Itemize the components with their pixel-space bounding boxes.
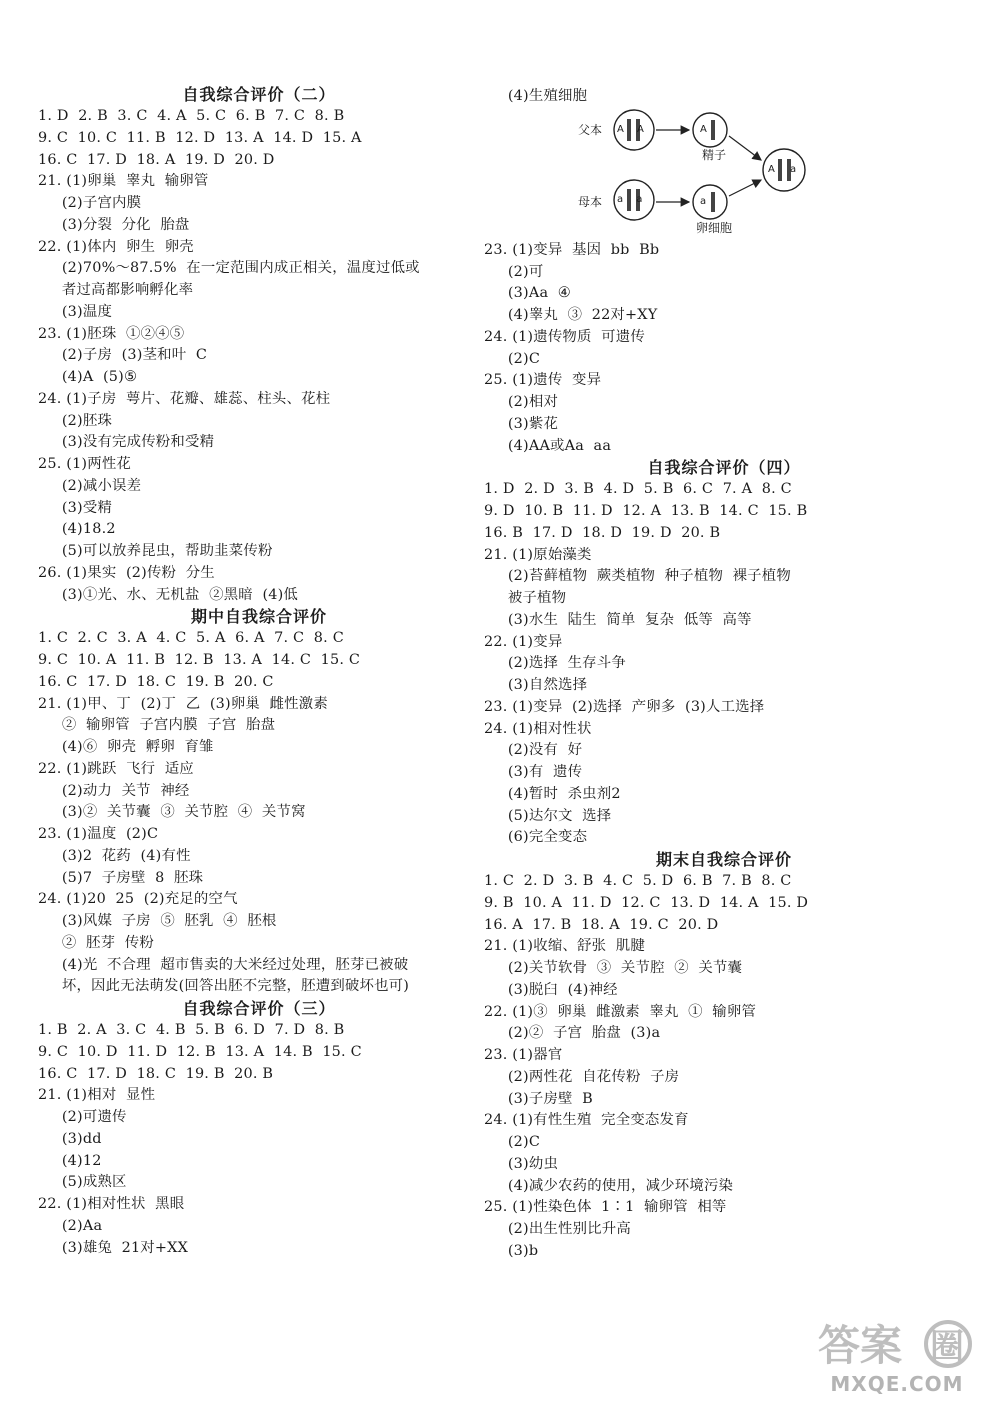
answer-line: (2)减小误差	[38, 477, 142, 494]
answer-line: 者过高都影响孵化率	[38, 282, 194, 298]
heredity-diagram	[484, 108, 964, 240]
answer-line: (3)b	[484, 1242, 539, 1259]
answer-line: (2)Aa	[38, 1217, 103, 1234]
answer-line: 1. D 2. D 3. B 4. D 5. B 6. C 7. A 8. C	[484, 481, 792, 498]
answer-line: (4)光 不合理 超市售卖的大米经过处理，胚芽已被破	[38, 956, 409, 973]
sperm-cell-icon	[693, 113, 727, 147]
answer-line: 21. (1)相对 显性	[38, 1087, 156, 1104]
answer-line: 21. (1)甲、丁 (2)丁 乙 (3)卵巢 雌性激素	[38, 695, 328, 712]
answer-line: 21. (1)卵巢 睾丸 输卵管	[38, 173, 209, 190]
answer-line: 9. C 10. C 11. B 12. D 13. A 14. D 15. A	[38, 129, 362, 146]
answer-line: (2)子宫内膜	[38, 195, 142, 211]
answer-line: 被子植物	[484, 590, 567, 606]
answer-line: 23. (1)胚珠 ①②④⑤	[38, 325, 185, 342]
answer-line: 25. (1)性染色体 1∶1 输卵管 相等	[484, 1199, 727, 1216]
answer-line: (3)分裂 分化 胎盘	[38, 216, 190, 233]
right-answers	[484, 240, 964, 1263]
egg-genotype: a	[700, 195, 707, 207]
answer-line: 25. (1)遗传 变异	[484, 372, 602, 389]
answer-line: (2)可遗传	[38, 1109, 127, 1125]
answer-line: (2)相对	[484, 394, 559, 410]
answer-line: (3)紫花	[484, 415, 559, 432]
answer-line: 9. C 10. D 11. D 12. B 13. A 14. B 15. C	[38, 1043, 362, 1060]
answer-line: 1. D 2. B 3. C 4. A 5. C 6. B 7. C 8. B	[38, 108, 345, 124]
answer-line: 16. C 17. D 18. C 19. B 20. B	[38, 1065, 274, 1082]
section-title: 自我综合评价（四）	[647, 458, 801, 478]
answer-line: 23. (1)温度 (2)C	[38, 826, 159, 842]
answer-line: 24. (1)子房 萼片、花瓣、雄蕊、柱头、花柱	[38, 390, 331, 407]
answer-line: 16. C 17. D 18. C 19. B 20. C	[38, 673, 274, 690]
answer-line: 24. (1)有性生殖 完全变态发育	[484, 1112, 689, 1129]
answer-line: (3)自然选择	[484, 677, 588, 693]
answer-line: (3)有 遗传	[484, 764, 583, 780]
answer-line: 23. (1)器官	[484, 1047, 563, 1063]
egg-label: 卵细胞	[696, 220, 733, 235]
egg-cell-icon	[693, 185, 727, 219]
answer-line: 22. (1)变异	[484, 633, 563, 650]
answer-line: (2)70%～87.5% 在一定范围内成正相关，温度过低或	[38, 260, 420, 277]
answer-line: (3)温度	[38, 303, 113, 320]
svg-text:圈: 圈	[930, 1327, 964, 1367]
sperm-label: 精子	[702, 147, 727, 162]
answer-line: 23. (1)变异 (2)选择 产卵多 (3)人工选择	[484, 698, 765, 715]
section-title: 期中自我综合评价	[190, 607, 327, 627]
answer-line: (4)12	[38, 1152, 102, 1169]
answer-line: 22. (1)跳跃 飞行 适应	[38, 760, 194, 777]
answer-line: (2)出生性别比升高	[484, 1221, 631, 1237]
answer-line: (5)成熟区	[38, 1174, 127, 1191]
answer-line: 16. C 17. D 18. A 19. D 20. D	[38, 151, 275, 168]
answer-line: (2)苔藓植物 蕨类植物 种子植物 裸子植物	[484, 568, 791, 585]
answer-line: 22. (1)相对性状 黑眼	[38, 1196, 185, 1212]
answer-line: (3)子房壁 B	[484, 1090, 593, 1107]
mother-label: 母本	[578, 194, 603, 209]
answer-line: (4)暂时 杀虫剂2	[484, 785, 621, 802]
section-title: 自我综合评价（三）	[182, 999, 336, 1018]
answer-line: (2)C	[484, 350, 541, 367]
answer-line: (3)风媒 子房 ⑤ 胚乳 ④ 胚根	[38, 913, 277, 929]
answer-line: (4)减少农药的使用，减少环境污染	[484, 1177, 734, 1194]
mother-genotype: a a	[617, 193, 648, 205]
answer-line: (5)可以放养昆虫，帮助韭菜传粉	[38, 543, 273, 559]
answer-line: (3)② 关节囊 ③ 关节腔 ④ 关节窝	[38, 804, 306, 821]
watermark-url: MXQE.COM	[830, 1372, 964, 1396]
answer-line: (2)胚珠	[38, 412, 113, 429]
section-title: 自我综合评价（二）	[182, 85, 336, 104]
answer-line: 22. (1)③ 卵巢 雌激素 睾丸 ① 输卵管	[484, 1003, 757, 1020]
right-column	[484, 86, 964, 1263]
answer-line: (5)7 子房壁 8 胚珠	[38, 869, 204, 886]
answer-line: (2)没有 好	[484, 742, 583, 759]
answer-line: 22. (1)体内 卵生 卵壳	[38, 238, 194, 255]
father-label: 父本	[578, 122, 603, 137]
zygote-genotype: A a	[768, 163, 803, 175]
answer-line: (2)选择 生存斗争	[484, 655, 626, 672]
answer-line: 1. B 2. A 3. C 4. B 5. B 6. D 7. D 8. B	[38, 1022, 345, 1038]
answer-line: 9. D 10. B 11. D 12. A 13. B 14. C 15. B	[484, 503, 808, 519]
watermark-logo-icon	[818, 1318, 976, 1370]
answer-line: 23. (1)变异 基因 bb Bb	[484, 241, 660, 258]
answer-line: (4)A (5)⑤	[38, 369, 138, 385]
answer-line: ② 输卵管 子宫内膜 子宫 胎盘	[38, 717, 276, 734]
answer-line: (4)AA或Aa aa	[484, 437, 612, 454]
answer-line: (3)没有完成传粉和受精	[38, 434, 215, 451]
answer-line: (3)幼虫	[484, 1155, 559, 1172]
answer-line: 24. (1)20 25 (2)充足的空气	[38, 891, 238, 908]
answer-line: (4)睾丸 ③ 22对+XY	[484, 307, 658, 323]
answer-line: 1. C 2. C 3. A 4. C 5. A 6. A 7. C 8. C	[38, 630, 344, 647]
answer-line: (2)关节软骨 ③ 关节腔 ② 关节囊	[484, 960, 743, 976]
svg-text:答案: 答案	[818, 1321, 903, 1370]
answer-line: (2)两性花 自花传粉 子房	[484, 1068, 680, 1085]
answer-line: (2)动力 关节 神经	[38, 782, 190, 799]
left-column	[38, 84, 480, 1259]
answer-line: 9. B 10. A 11. D 12. C 13. D 14. A 15. D	[484, 894, 809, 911]
answer-line: (4)18.2	[38, 521, 116, 538]
answer-line: 21. (1)收缩、舒张 肌腱	[484, 938, 645, 955]
answer-line: (3)水生 陆生 简单 复杂 低等 高等	[484, 611, 752, 628]
answer-line: 16. A 17. B 18. A 19. C 20. D	[484, 916, 719, 933]
answer-line: (5)达尔文 选择	[484, 807, 612, 824]
answer-line: (3)①光、水、无机盐 ②黑暗 (4)低	[38, 586, 299, 603]
answer-line: ② 胚芽 传粉	[38, 934, 154, 951]
answer-line: 21. (1)原始藻类	[484, 546, 592, 563]
answer-line: (3)dd	[38, 1130, 102, 1147]
answer-line: 24. (1)相对性状	[484, 720, 592, 737]
answer-line: (3)Aa ④	[484, 285, 571, 302]
answer-line: (2)② 子宫 胎盘 (3)a	[484, 1025, 661, 1042]
answer-line: (2)子房 (3)茎和叶 C	[38, 347, 208, 364]
answer-line: 24. (1)遗传物质 可遗传	[484, 328, 645, 345]
answer-line: (2)可	[484, 263, 544, 280]
answer-line: (3)2 花药 (4)有性	[38, 847, 191, 864]
answer-line: 16. B 17. D 18. D 19. D 20. B	[484, 524, 721, 541]
answer-line: (3)受精	[38, 499, 113, 516]
answer-line: (3)脱臼 (4)神经	[484, 981, 618, 998]
answer-line: 坏，因此无法萌发(回答出胚不完整，胚遭到破坏也可)	[38, 978, 410, 995]
father-genotype: A A	[617, 123, 649, 135]
answer-line: (4)生殖细胞	[484, 88, 588, 104]
sperm-genotype: A	[700, 123, 707, 135]
answer-line: (4)⑥ 卵壳 孵卵 育雏	[38, 739, 214, 755]
section-title: 期末自我综合评价	[655, 850, 792, 869]
watermark	[812, 1318, 982, 1402]
answer-line: 25. (1)两性花	[38, 456, 132, 472]
answer-line: 1. C 2. D 3. B 4. C 5. D 6. B 7. B 8. C	[484, 873, 792, 889]
answer-line: 26. (1)果实 (2)传粉 分生	[38, 564, 215, 581]
answer-line: (2)C	[484, 1134, 541, 1150]
answer-line: (6)完全变态	[484, 829, 588, 846]
answer-line: 9. C 10. A 11. B 12. B 13. A 14. C 15. C	[38, 652, 361, 668]
answer-line: (3)雄兔 21对+XX	[38, 1239, 189, 1256]
